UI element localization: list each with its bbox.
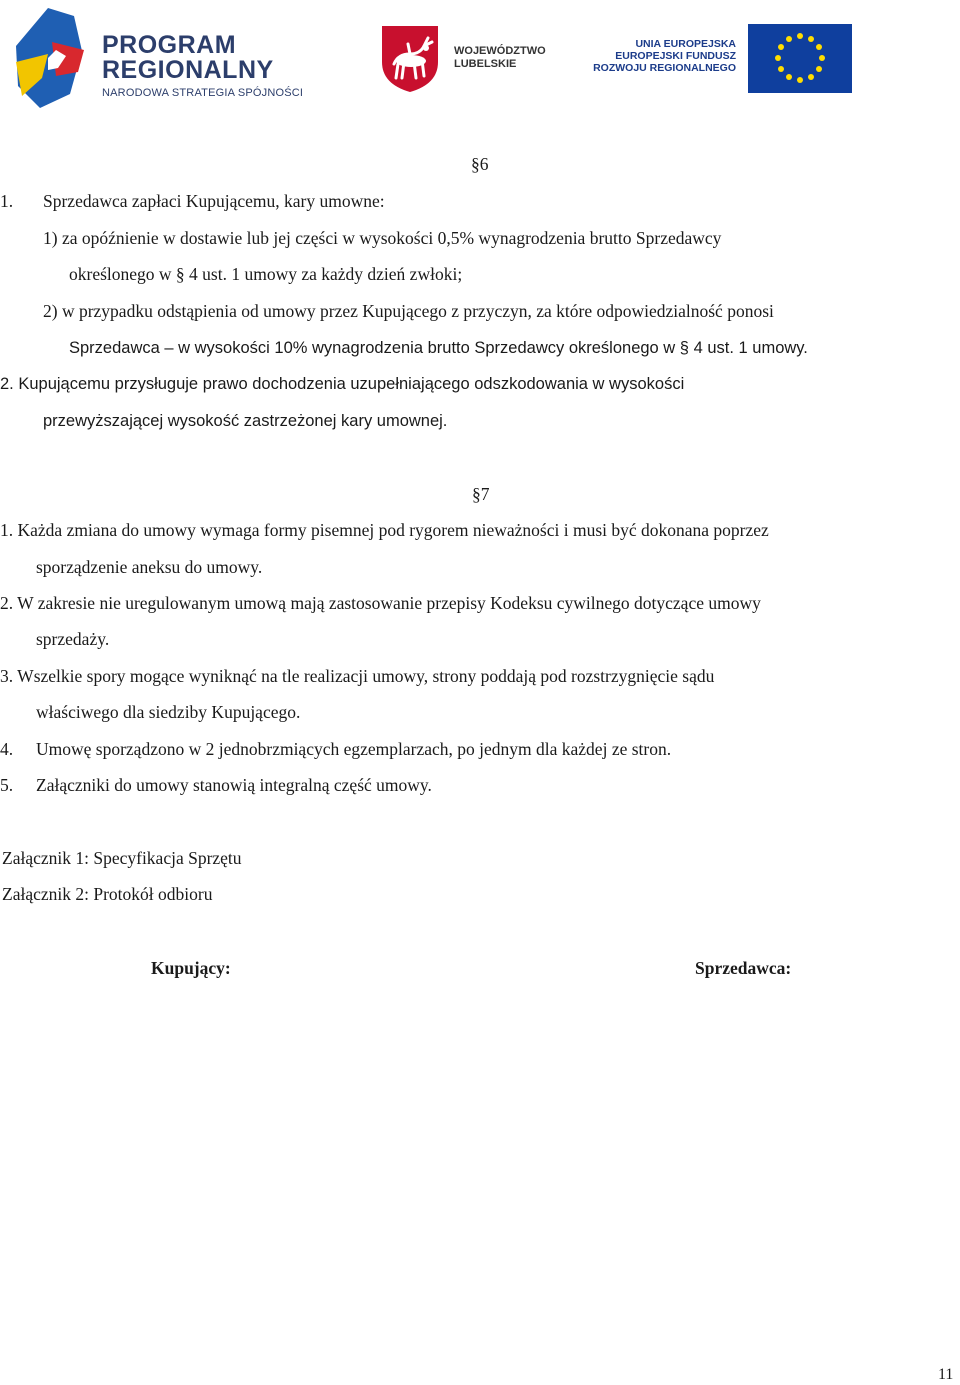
section-7-p2-line2: sprzedaży. bbox=[36, 629, 110, 649]
voivodeship-name-line1: WOJEWÓDZTWO bbox=[454, 45, 546, 57]
voivodeship-name-line2: LUBELSKIE bbox=[454, 58, 517, 70]
program-regionalny-star-icon bbox=[12, 6, 84, 110]
section-6-item2-line2: Sprzedawca – w wysokości 10% wynagrodzenia brutto Sprzedawcy określonego w § 4 ust. 1 umowy. bbox=[69, 339, 808, 357]
section-6-p1-number: 1. bbox=[0, 191, 14, 211]
section-7-p2-line1: 2. W zakresie nie uregulowanym umową mają zastosowanie przepisy Kodeksu cywilnego dotyczące umowy bbox=[0, 593, 761, 613]
eu-text-line2: EUROPEJSKI FUNDUSZ bbox=[615, 50, 736, 62]
program-tagline: NARODOWA STRATEGIA SPÓJNOŚCI bbox=[102, 87, 304, 99]
section-7-p5-number: 5. bbox=[0, 775, 14, 795]
section-6-p1-text: Sprzedawca zapłaci Kupującemu, kary umowne: bbox=[43, 191, 385, 211]
section-7-heading: §7 bbox=[472, 484, 490, 504]
program-title-line1: PROGRAM bbox=[102, 31, 237, 59]
section-6-p2-line1: 2. Kupującemu przysługuje prawo dochodzenia uzupełniającego odszkodowania w wysokości bbox=[0, 375, 685, 393]
attachment-1: Załącznik 1: Specyfikacja Sprzętu bbox=[2, 848, 242, 868]
section-6-item2-line1: 2) w przypadku odstąpienia od umowy przez Kupującego z przyczyn, za które odpowiedzialność ponosi bbox=[43, 301, 774, 321]
eu-flag-icon bbox=[748, 24, 852, 93]
seller-signature-label: Sprzedawca: bbox=[695, 958, 792, 978]
page-number: 11 bbox=[938, 1366, 954, 1383]
lubelskie-coat-of-arms-icon bbox=[380, 24, 440, 94]
section-6-item1-line2: określonego w § 4 ust. 1 umowy za każdy dzień zwłoki; bbox=[69, 264, 463, 284]
section-7-p1-line1: 1. Każda zmiana do umowy wymaga formy pisemnej pod rygorem nieważności i musi być dokonana poprzez bbox=[0, 520, 769, 540]
section-6-item1-line1: 1) za opóźnienie w dostawie lub jej części w wysokości 0,5% wynagrodzenia brutto Sprzedawcy bbox=[43, 228, 722, 248]
eu-text-line1: UNIA EUROPEJSKA bbox=[635, 38, 736, 50]
section-7-p3-line1: 3. Wszelkie spory mogące wyniknąć na tle realizacji umowy, strony poddają pod rozstrzygnięcie sądu bbox=[0, 666, 715, 686]
section-6-p2-line2: przewyższającej wysokość zastrzeżonej kary umownej. bbox=[43, 412, 448, 430]
program-title-line2: REGIONALNY bbox=[102, 56, 274, 84]
section-7-p3-line2: właściwego dla siedziby Kupującego. bbox=[36, 702, 301, 722]
section-7-p5-text: Załączniki do umowy stanowią integralną część umowy. bbox=[36, 775, 432, 795]
buyer-signature-label: Kupujący: bbox=[151, 958, 231, 978]
eu-text-line3: ROZWOJU REGIONALNEGO bbox=[593, 62, 736, 74]
attachment-2: Załącznik 2: Protokół odbioru bbox=[2, 884, 213, 904]
section-7-p4-text: Umowę sporządzono w 2 jednobrzmiących egzemplarzach, po jednym dla każdej ze stron. bbox=[36, 739, 672, 759]
section-7-p4-number: 4. bbox=[0, 739, 14, 759]
section-7-p1-line2: sporządzenie aneksu do umowy. bbox=[36, 557, 263, 577]
section-6-heading: §6 bbox=[471, 154, 489, 174]
